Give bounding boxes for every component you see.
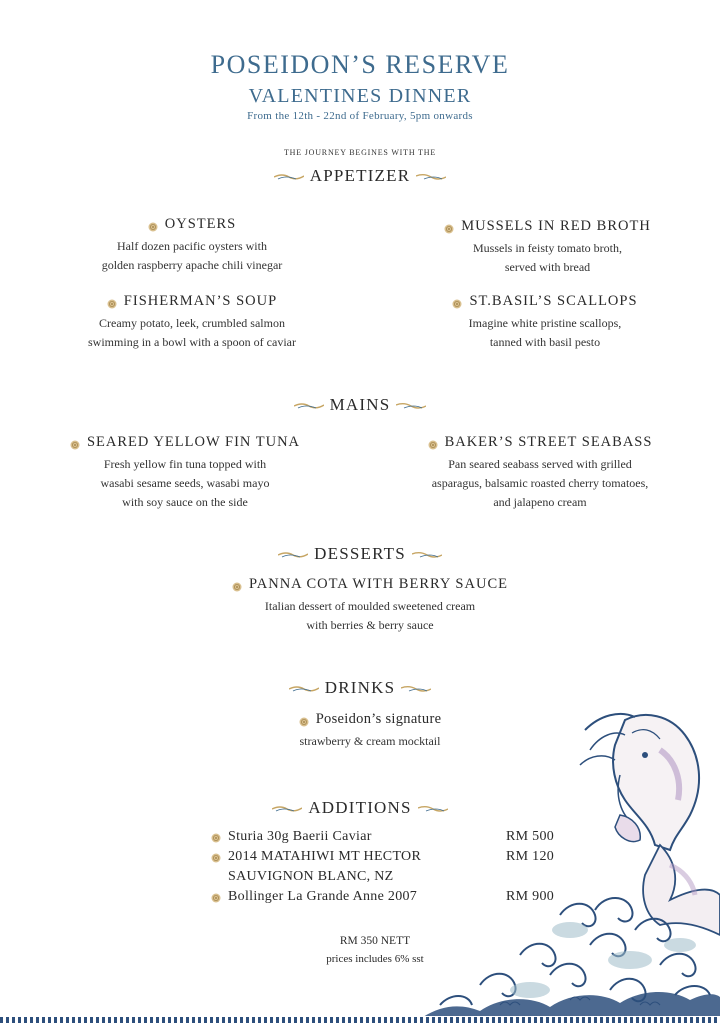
item-description: Creamy potato, leek, crumbled salmon	[99, 315, 285, 330]
item-name: FISHERMAN’S SOUP	[123, 293, 278, 309]
border-stripe	[498, 1017, 501, 1023]
bottom-border-pattern	[0, 1011, 720, 1019]
item-description: Pan seared seabass served with grilled	[448, 456, 632, 471]
addition-name: SAUVIGNON BLANC, NZ	[228, 869, 394, 884]
ornament-left-icon	[274, 171, 304, 181]
border-stripe	[216, 1017, 219, 1023]
border-stripe	[156, 1017, 159, 1023]
border-stripe	[330, 1017, 333, 1023]
border-stripe	[246, 1017, 249, 1023]
border-stripe	[438, 1017, 441, 1023]
border-stripe	[102, 1017, 105, 1023]
menu-item-mussels	[420, 218, 675, 277]
border-stripe	[294, 1017, 297, 1023]
border-stripe	[540, 1017, 543, 1023]
border-stripe	[24, 1017, 27, 1023]
border-stripe	[660, 1017, 663, 1023]
flower-bullet-icon	[232, 580, 242, 590]
border-stripe	[126, 1017, 129, 1023]
border-stripe	[90, 1017, 93, 1023]
border-stripe	[288, 1017, 291, 1023]
menu-item-tuna	[55, 434, 315, 512]
addition-name: 2014 MATAHIWI MT HECTOR	[228, 849, 422, 864]
item-description: served with bread	[504, 259, 591, 274]
border-stripe	[384, 1017, 387, 1023]
ornament-right-icon	[396, 400, 426, 410]
border-stripe	[414, 1017, 417, 1023]
border-stripe	[528, 1017, 531, 1023]
flower-bullet-icon	[211, 852, 221, 862]
item-name: PANNA COTA WITH BERRY SAUCE	[249, 576, 508, 592]
border-stripe	[618, 1017, 621, 1023]
border-stripe	[342, 1017, 345, 1023]
border-stripe	[318, 1017, 321, 1023]
border-stripe	[684, 1017, 687, 1023]
border-stripe	[372, 1017, 375, 1023]
border-stripe	[78, 1017, 81, 1023]
ornament-right-icon	[412, 549, 442, 559]
border-stripe	[426, 1017, 429, 1023]
border-stripe	[444, 1017, 447, 1023]
flower-bullet-icon	[452, 297, 462, 307]
item-description: Half dozen pacific oysters with	[117, 238, 267, 253]
menu-dates: From the 12th - 22nd of February, 5pm onwards	[247, 110, 473, 122]
ornament-left-icon	[294, 400, 324, 410]
item-description: Mussels in feisty tomato broth,	[473, 240, 622, 255]
item-description: Imagine white pristine scallops,	[468, 315, 622, 330]
border-stripe	[18, 1017, 21, 1023]
border-stripe	[174, 1017, 177, 1023]
border-stripe	[336, 1017, 339, 1023]
border-stripe	[252, 1017, 255, 1023]
item-description: and jalapeno cream	[493, 494, 587, 509]
border-stripe	[120, 1017, 123, 1023]
menu-item-oysters	[62, 216, 322, 275]
item-description: Italian dessert of moulded sweetened cream	[264, 598, 476, 613]
ornament-left-icon	[289, 683, 319, 693]
border-stripe	[708, 1017, 711, 1023]
item-description: asparagus, balsamic roasted cherry tomatoes,	[431, 475, 649, 490]
border-stripe	[144, 1017, 147, 1023]
border-stripe	[348, 1017, 351, 1023]
border-stripe	[60, 1017, 63, 1023]
border-stripe	[534, 1017, 537, 1023]
flower-bullet-icon	[211, 892, 221, 902]
border-stripe	[558, 1017, 561, 1023]
border-stripe	[270, 1017, 273, 1023]
border-stripe	[630, 1017, 633, 1023]
border-stripe	[522, 1017, 525, 1023]
border-stripe	[276, 1017, 279, 1023]
item-description: tanned with basil pesto	[489, 334, 601, 349]
ornament-left-icon	[272, 803, 302, 813]
border-stripe	[222, 1017, 225, 1023]
addition-name: Bollinger La Grande Anne 2007	[228, 889, 418, 904]
section-heading-desserts	[0, 544, 720, 564]
border-stripe	[408, 1017, 411, 1023]
border-stripe	[648, 1017, 651, 1023]
border-stripe	[480, 1017, 483, 1023]
border-stripe	[132, 1017, 135, 1023]
appetizer-heading: APPETIZER	[309, 166, 411, 185]
journey-intro: THE JOURNEY BEGINES WITH THE	[283, 148, 437, 157]
border-stripe	[624, 1017, 627, 1023]
border-stripe	[420, 1017, 423, 1023]
border-stripe	[516, 1017, 519, 1023]
border-stripe	[564, 1017, 567, 1023]
addition-name: Sturia 30g Baerii Caviar	[228, 829, 372, 844]
flower-bullet-icon	[444, 222, 454, 232]
item-name: SEARED YELLOW FIN TUNA	[86, 434, 301, 450]
border-stripe	[636, 1017, 639, 1023]
tax-note: prices includes 6% sst	[326, 953, 424, 965]
border-stripe	[678, 1017, 681, 1023]
border-stripe	[168, 1017, 171, 1023]
additions-heading: ADDITIONS	[308, 798, 412, 817]
border-stripe	[12, 1017, 15, 1023]
border-stripe	[354, 1017, 357, 1023]
border-stripe	[468, 1017, 471, 1023]
border-stripe	[0, 1017, 3, 1023]
border-stripe	[258, 1017, 261, 1023]
border-stripe	[54, 1017, 57, 1023]
border-stripe	[582, 1017, 585, 1023]
item-description: strawberry & cream mocktail	[299, 733, 441, 748]
border-stripe	[300, 1017, 303, 1023]
addition-price: RM 900	[506, 889, 555, 904]
border-stripe	[492, 1017, 495, 1023]
border-stripe	[714, 1017, 717, 1023]
border-stripe	[306, 1017, 309, 1023]
item-name: MUSSELS IN RED BROTH	[461, 218, 651, 234]
border-stripe	[378, 1017, 381, 1023]
border-stripe	[606, 1017, 609, 1023]
item-description: Fresh yellow fin tuna topped with	[103, 456, 267, 471]
border-stripe	[390, 1017, 393, 1023]
ornament-right-icon	[401, 683, 431, 693]
border-stripe	[84, 1017, 87, 1023]
flower-bullet-icon	[107, 297, 117, 307]
border-stripe	[6, 1017, 9, 1023]
border-stripe	[456, 1017, 459, 1023]
set-price: RM 350 NETT	[339, 935, 411, 947]
item-description: golden raspberry apache chili vinegar	[101, 257, 283, 272]
flower-bullet-icon	[428, 438, 438, 448]
border-stripe	[198, 1017, 201, 1023]
border-stripe	[690, 1017, 693, 1023]
item-description: with soy sauce on the side	[122, 494, 248, 509]
border-stripe	[234, 1017, 237, 1023]
border-stripe	[576, 1017, 579, 1023]
border-stripe	[312, 1017, 315, 1023]
menu-item-seabass	[405, 434, 675, 512]
border-stripe	[264, 1017, 267, 1023]
border-stripe	[486, 1017, 489, 1023]
border-stripe	[672, 1017, 675, 1023]
border-stripe	[42, 1017, 45, 1023]
border-stripe	[612, 1017, 615, 1023]
desserts-heading: DESSERTS	[314, 544, 406, 563]
border-stripe	[240, 1017, 243, 1023]
border-stripe	[192, 1017, 195, 1023]
border-stripe	[462, 1017, 465, 1023]
menu-subtitle: VALENTINES DINNER	[248, 85, 472, 107]
item-name: Poseidon’s signature	[315, 711, 442, 727]
section-heading-appetizer	[0, 166, 720, 186]
border-stripe	[702, 1017, 705, 1023]
drinks-heading: DRINKS	[324, 678, 396, 697]
border-stripe	[366, 1017, 369, 1023]
menu-item-panna-cota	[200, 576, 540, 635]
item-name: ST.BASIL’S SCALLOPS	[469, 293, 638, 309]
border-stripe	[324, 1017, 327, 1023]
item-description: wasabi sesame seeds, wasabi mayo	[100, 475, 270, 490]
border-stripe	[432, 1017, 435, 1023]
border-stripe	[114, 1017, 117, 1023]
border-stripe	[474, 1017, 477, 1023]
addition-price: RM 120	[506, 849, 555, 864]
flower-bullet-icon	[299, 715, 309, 725]
border-stripe	[186, 1017, 189, 1023]
border-stripe	[504, 1017, 507, 1023]
border-stripe	[66, 1017, 69, 1023]
border-stripe	[570, 1017, 573, 1023]
border-stripe	[552, 1017, 555, 1023]
menu-title: POSEIDON’S RESERVE	[210, 50, 510, 79]
item-name: BAKER’S STREET SEABASS	[444, 434, 653, 450]
border-stripe	[150, 1017, 153, 1023]
border-stripe	[696, 1017, 699, 1023]
border-stripe	[48, 1017, 51, 1023]
border-stripe	[588, 1017, 591, 1023]
border-stripe	[666, 1017, 669, 1023]
border-stripe	[654, 1017, 657, 1023]
border-stripe	[108, 1017, 111, 1023]
border-stripe	[546, 1017, 549, 1023]
menu-item-scallops	[430, 293, 660, 352]
mains-heading: MAINS	[329, 395, 391, 414]
item-description: swimming in a bowl with a spoon of caviar	[88, 334, 296, 349]
item-description: with berries & berry sauce	[306, 617, 434, 632]
border-stripe	[396, 1017, 399, 1023]
menu-item-fishermans-soup	[52, 293, 332, 352]
border-stripe	[162, 1017, 165, 1023]
item-name: OYSTERS	[164, 216, 237, 232]
border-stripe	[282, 1017, 285, 1023]
border-stripe	[96, 1017, 99, 1023]
border-stripe	[180, 1017, 183, 1023]
border-stripe	[36, 1017, 39, 1023]
border-stripe	[402, 1017, 405, 1023]
border-stripe	[510, 1017, 513, 1023]
border-stripe	[360, 1017, 363, 1023]
border-stripe	[210, 1017, 213, 1023]
ornament-left-icon	[278, 549, 308, 559]
border-stripe	[642, 1017, 645, 1023]
border-stripe	[30, 1017, 33, 1023]
section-heading-drinks	[0, 678, 720, 698]
ornament-right-icon	[416, 171, 446, 181]
section-heading-mains	[0, 395, 720, 415]
border-stripe	[450, 1017, 453, 1023]
addition-price: RM 500	[506, 829, 555, 844]
border-stripe	[594, 1017, 597, 1023]
border-stripe	[228, 1017, 231, 1023]
border-stripe	[72, 1017, 75, 1023]
border-stripe	[600, 1017, 603, 1023]
flower-bullet-icon	[211, 832, 221, 842]
border-stripe	[138, 1017, 141, 1023]
sea-horse-waves-illustration	[420, 705, 720, 1019]
flower-bullet-icon	[148, 220, 158, 230]
border-stripe	[204, 1017, 207, 1023]
flower-bullet-icon	[70, 438, 80, 448]
